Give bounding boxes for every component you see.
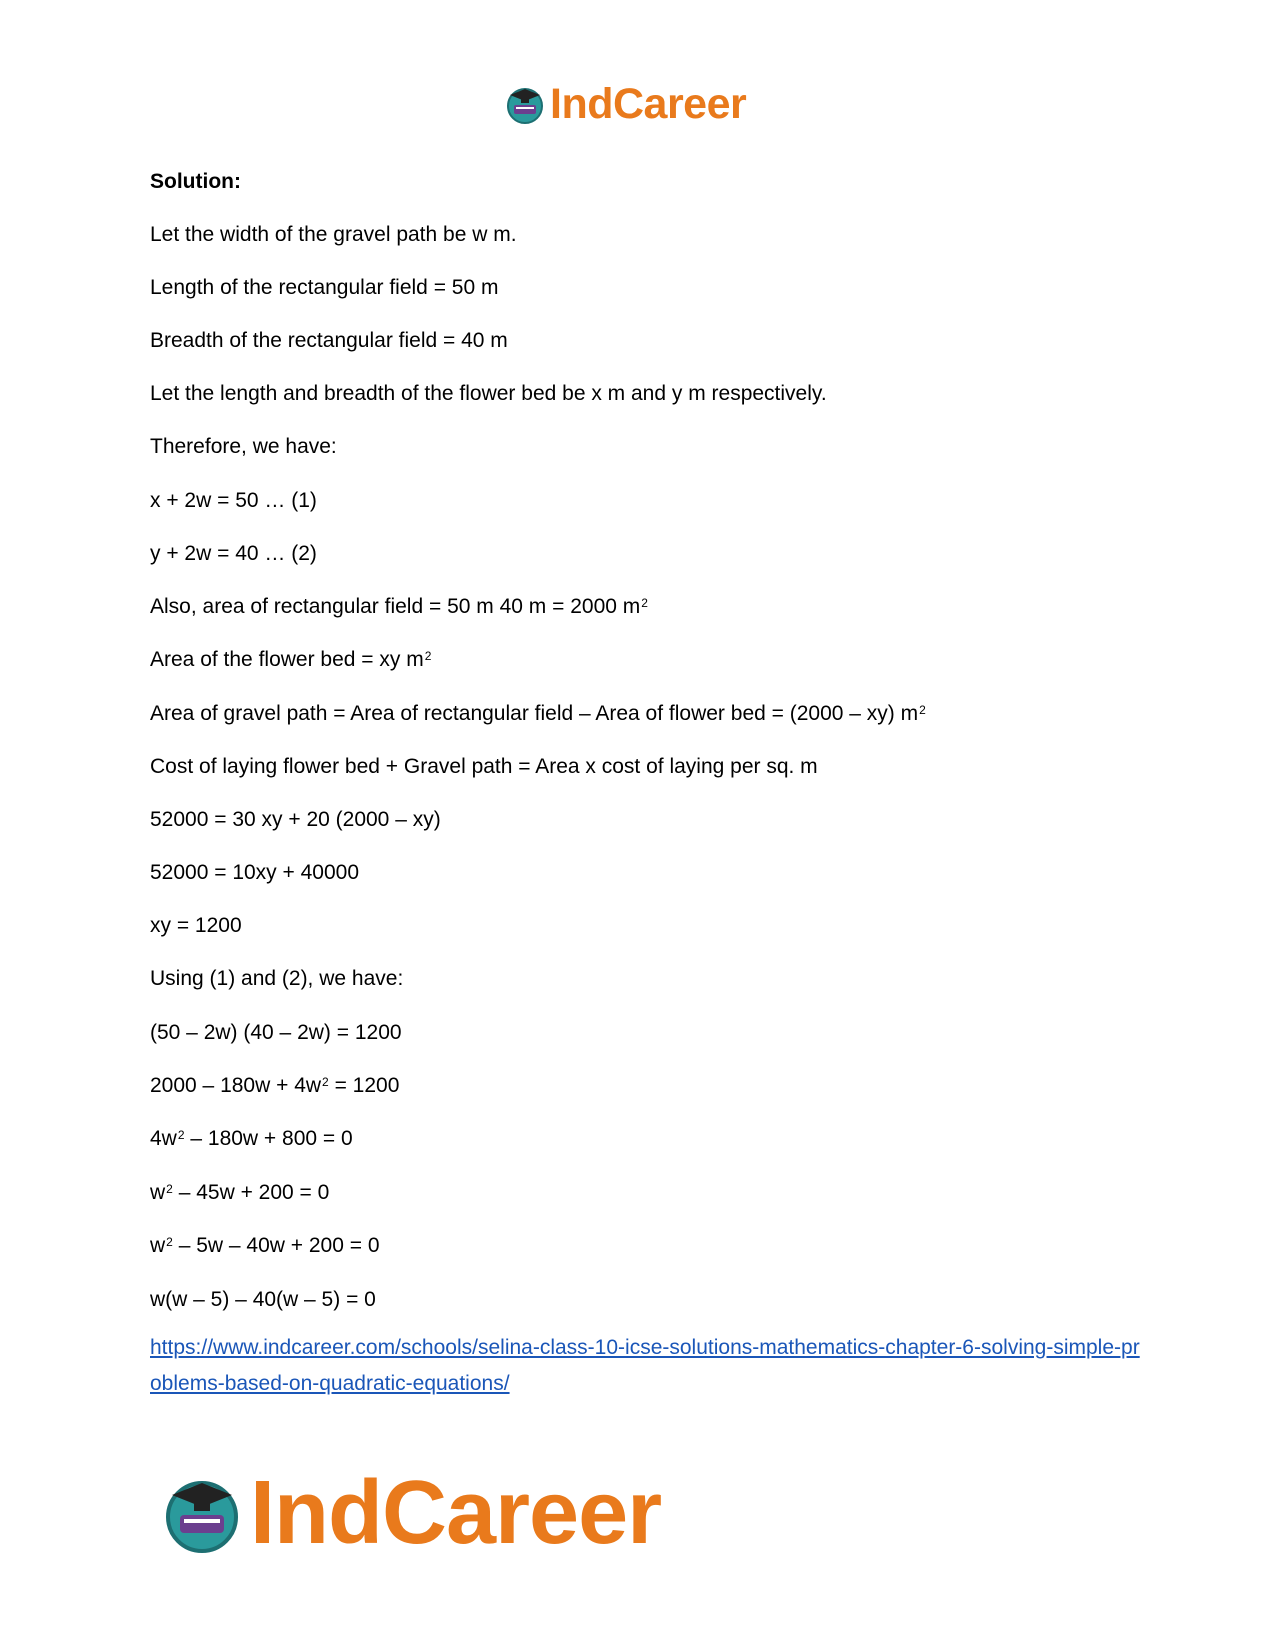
eq-post: – 5w – 40w + 200 = 0 <box>172 1234 380 1257</box>
superscript: 2 <box>641 596 648 610</box>
graduation-globe-icon <box>160 1471 244 1555</box>
text-line: Therefore, we have: <box>150 435 337 458</box>
eq-pre: 4w <box>150 1127 177 1150</box>
solution-heading: Solution: <box>150 170 241 193</box>
eq-post: – 45w + 200 = 0 <box>172 1181 330 1204</box>
source-link[interactable]: https://www.indcareer.com/schools/selina-class-10-icse-solutions-mathematics-chapter-6-solving-simple-problems-based-on-quadratic-equations/ <box>150 1336 1140 1395</box>
equation-line: w(w – 5) – 40(w – 5) = 0 <box>150 1288 376 1311</box>
superscript: 2 <box>322 1075 329 1089</box>
superscript: 2 <box>919 703 926 717</box>
area-field-text: Also, area of rectangular field = 50 m 40 m = 2000 m <box>150 595 641 618</box>
text-line: Using (1) and (2), we have: <box>150 967 404 990</box>
equation-line: (50 – 2w) (40 – 2w) = 1200 <box>150 1021 402 1044</box>
footer-logo <box>160 1462 662 1563</box>
area-bed-text: Area of the flower bed = xy m <box>150 648 424 671</box>
area-path-line <box>150 701 926 727</box>
area-path-text: Area of gravel path = Area of rectangular field – Area of flower bed = (2000 – xy) m <box>150 702 919 725</box>
area-bed-line <box>150 647 431 673</box>
superscript: 2 <box>424 649 432 663</box>
eq-pre: w <box>150 1234 166 1257</box>
equation-line: y + 2w = 40 … (2) <box>150 542 317 565</box>
graduation-globe-icon <box>504 83 546 125</box>
eq-pre: 2000 – 180w + 4w <box>150 1074 322 1097</box>
header-logo-text: IndCareer <box>550 79 747 128</box>
text-line: Length of the rectangular field = 50 m <box>150 276 499 299</box>
superscript: 2 <box>166 1182 173 1196</box>
text-line: Let the width of the gravel path be w m. <box>150 223 517 246</box>
equation-line: 52000 = 30 xy + 20 (2000 – xy) <box>150 808 441 831</box>
equation-line <box>150 1126 353 1152</box>
equation-line <box>150 1180 329 1206</box>
area-field-line <box>150 594 648 620</box>
footer-logo-text: IndCareer <box>250 1462 662 1563</box>
equation-line <box>150 1073 399 1099</box>
header-logo <box>504 80 746 128</box>
text-line: Breadth of the rectangular field = 40 m <box>150 329 508 352</box>
equation-line: 52000 = 10xy + 40000 <box>150 861 360 884</box>
text-line: Let the length and breadth of the flower bed be x m and y m respectively. <box>150 382 827 405</box>
eq-post: = 1200 <box>328 1074 400 1097</box>
text-line: Cost of laying flower bed + Gravel path = Area x cost of laying per sq. m <box>150 755 818 778</box>
superscript: 2 <box>166 1235 173 1249</box>
eq-post: – 180w + 800 = 0 <box>184 1127 353 1150</box>
eq-pre: w <box>150 1181 166 1204</box>
equation-line <box>150 1233 380 1259</box>
equation-line: x + 2w = 50 … (1) <box>150 489 317 512</box>
superscript: 2 <box>177 1128 185 1142</box>
equation-line: xy = 1200 <box>150 914 242 937</box>
